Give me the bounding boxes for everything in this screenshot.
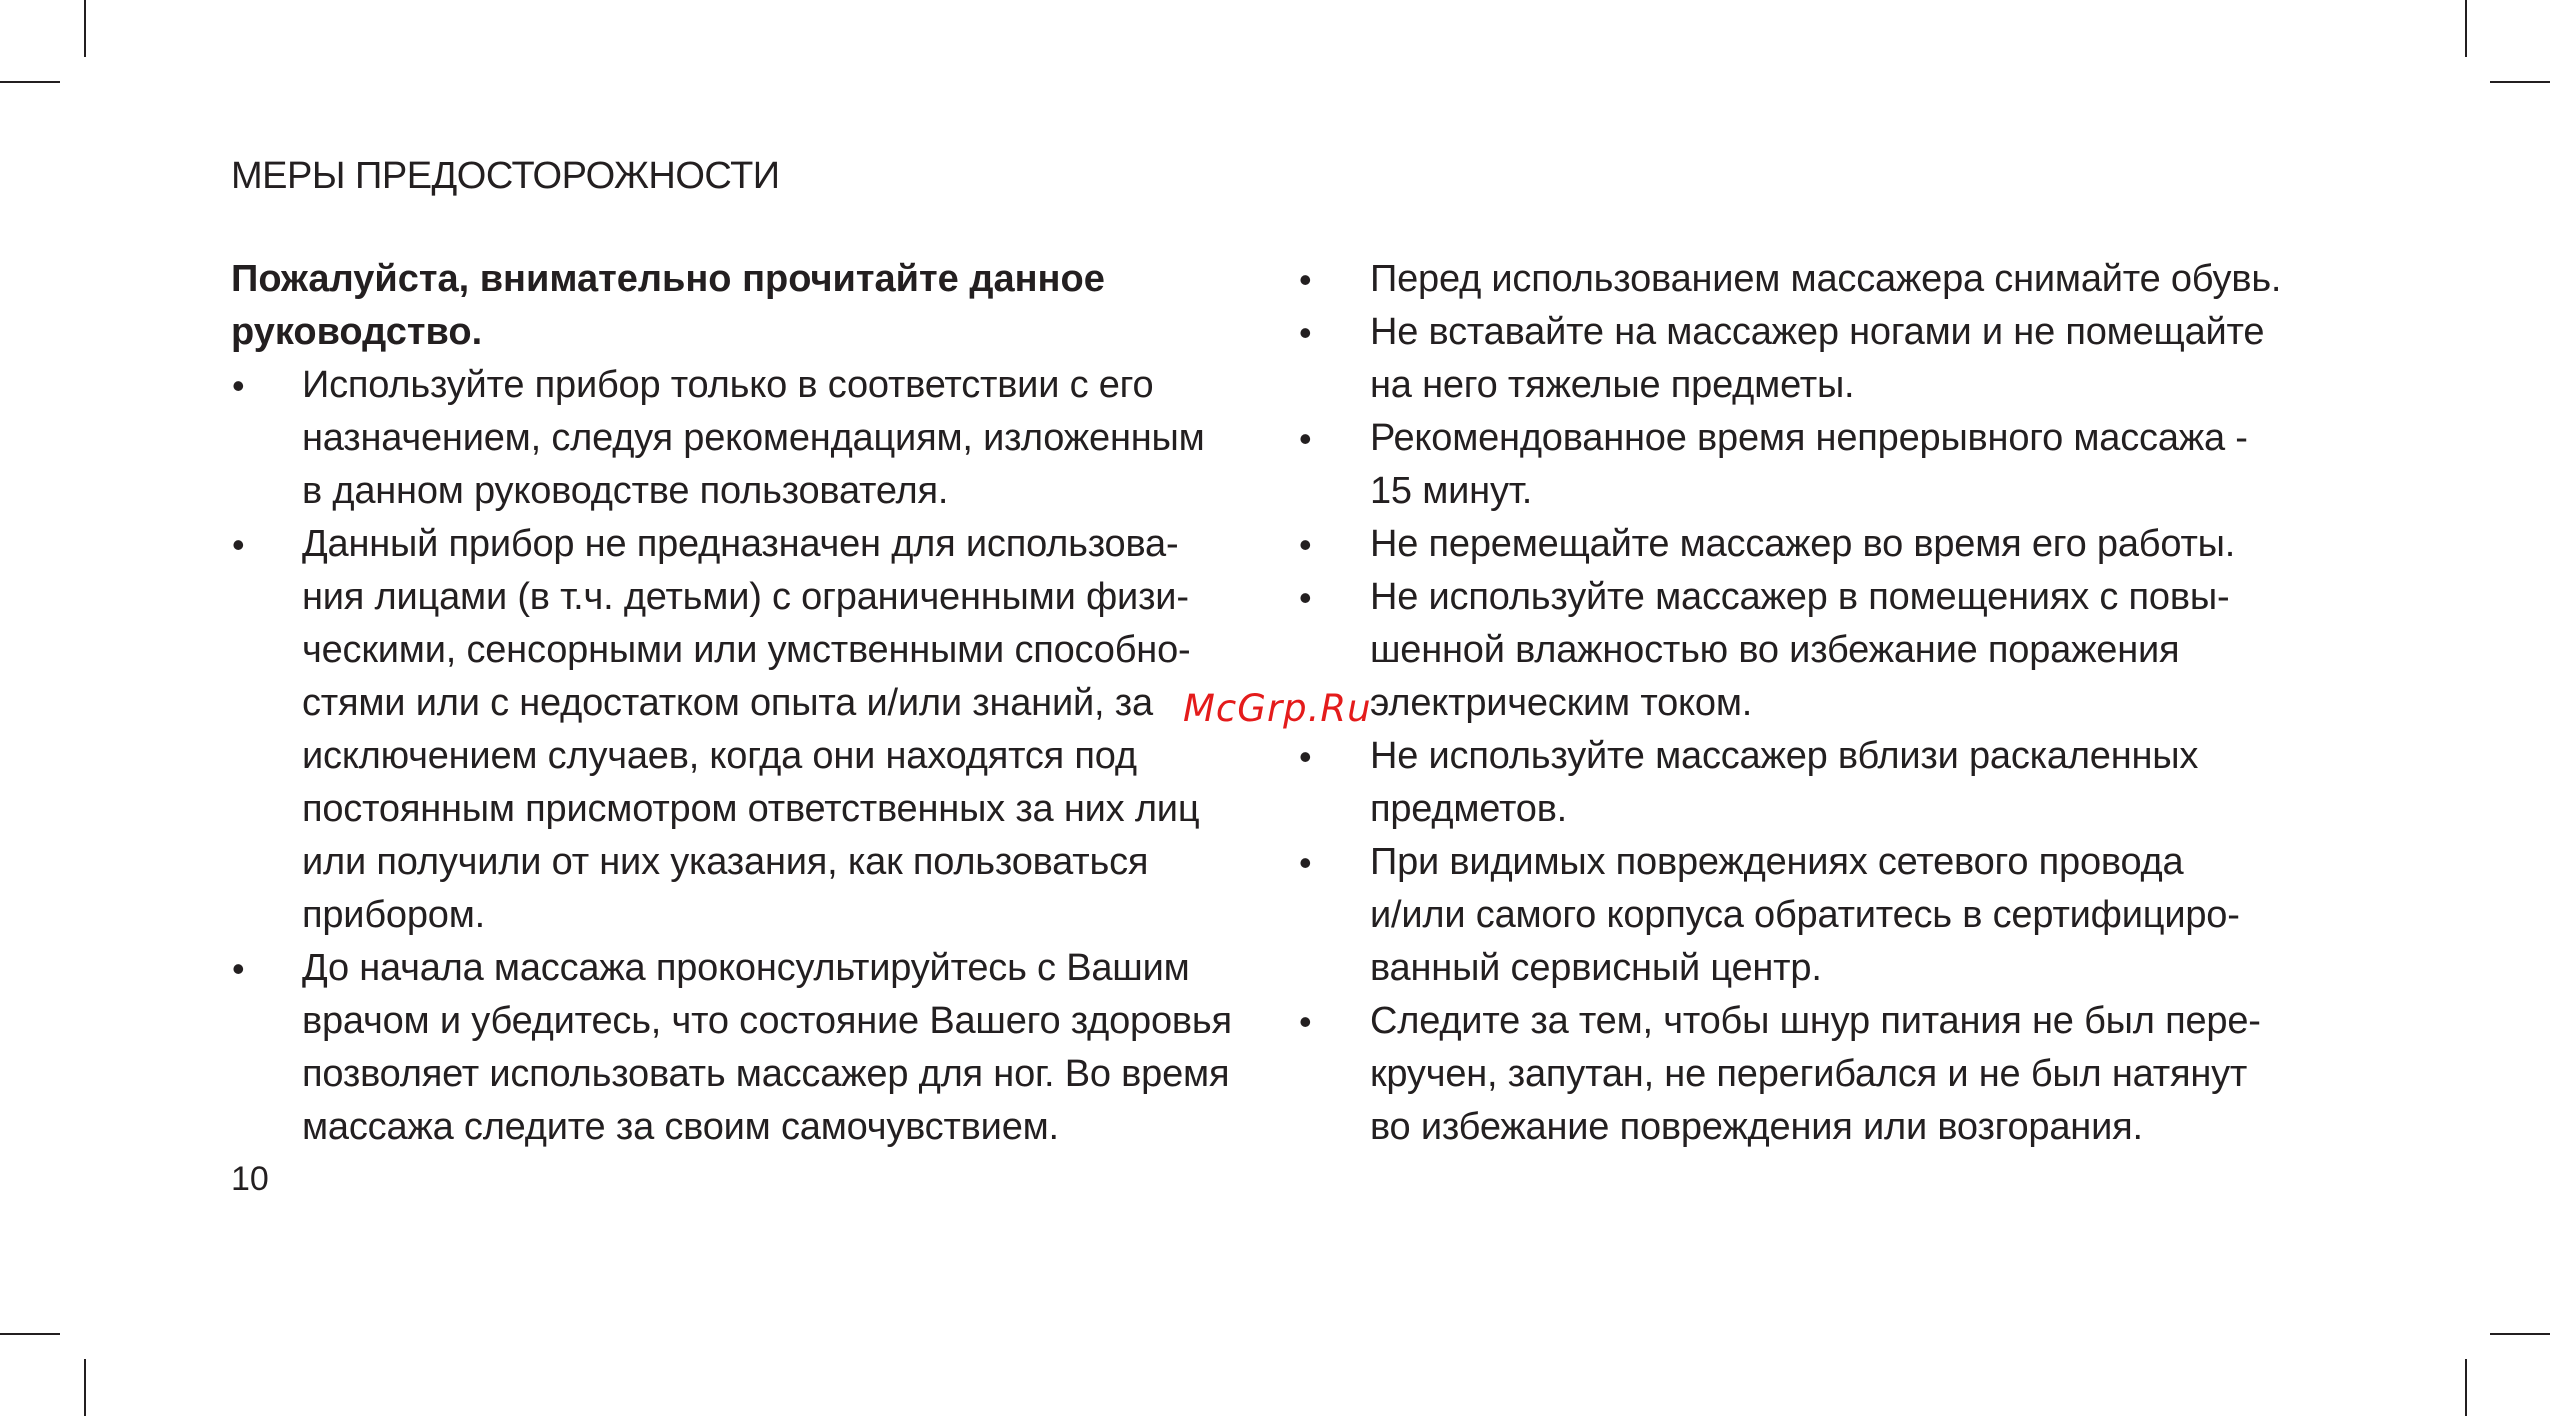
bullet-marker: • [1299, 577, 1312, 618]
list-item-line: Не используйте массажер в помещениях с повы- [1370, 576, 2230, 618]
intro-heading [231, 253, 1231, 359]
bullet-marker: • [1299, 842, 1312, 883]
list-item-line: в данном руководстве пользователя. [302, 470, 949, 512]
intro-line: Пожалуйста, внимательно прочитайте данное [231, 258, 1105, 300]
list-item-line: При видимых повреждениях сетевого провода [1370, 841, 2184, 883]
list-item-line: Рекомендованное время непрерывного массажа - [1370, 417, 2248, 459]
section-title: МЕРЫ ПРЕДОСТОРОЖНОСТИ [231, 155, 780, 197]
list-item-line: позволяет использовать массажер для ног. Во время [302, 1053, 1230, 1095]
list-item-line: во избежание повреждения или возгорания. [1370, 1106, 2143, 1148]
watermark: McGrp.Ru [1183, 687, 1372, 730]
crop-mark-bottom-left-vertical [84, 1359, 86, 1416]
bullet-marker: • [1299, 736, 1312, 777]
list-item-line: исключением случаев, когда они находятся под [302, 735, 1137, 777]
list-item-line: кручен, запутан, не перегибался и не был натянут [1370, 1053, 2248, 1095]
list-item-line: или получили от них указания, как пользоваться [302, 841, 1149, 883]
list-item-line: Не вставайте на массажер ногами и не помещайте [1370, 311, 2265, 353]
bullet-marker: • [1299, 312, 1312, 353]
list-item-line: прибором. [302, 894, 485, 936]
bullet-marker: • [1299, 1001, 1312, 1042]
list-item-line: электрическим током. [1370, 682, 1753, 724]
list-item-line: Перед использованием массажера снимайте обувь. [1370, 258, 2282, 300]
crop-mark-bottom-left-horizontal [0, 1333, 60, 1335]
bullet-marker: • [232, 948, 245, 989]
list-item-line: ванный сервисный центр. [1370, 947, 1822, 989]
list-item-line: назначением, следуя рекомендациям, изложенным [302, 417, 1205, 459]
crop-mark-bottom-right-horizontal [2490, 1333, 2550, 1335]
list-item-line: Используйте прибор только в соответствии с его [302, 364, 1154, 406]
list-item-line: на него тяжелые предметы. [1370, 364, 1855, 406]
list-item-line: Данный прибор не предназначен для использова- [302, 523, 1179, 565]
page-number: 10 [231, 1160, 269, 1198]
bullet-marker: • [1299, 259, 1312, 300]
list-item-line: 15 минут. [1370, 470, 1533, 512]
bullet-marker: • [1299, 524, 1312, 565]
list-item-line: предметов. [1370, 788, 1568, 830]
bullet-marker: • [232, 524, 245, 565]
bullet-marker: • [232, 365, 245, 406]
crop-mark-top-left-horizontal [0, 81, 60, 83]
list-item-line: массажа следите за своим самочувствием. [302, 1106, 1059, 1148]
list-item-line: Следите за тем, чтобы шнур питания не был пере- [1370, 1000, 2261, 1042]
bullet-marker: • [1299, 418, 1312, 459]
list-item-line: ческими, сенсорными или умственными способно- [302, 629, 1191, 671]
crop-mark-top-left-vertical [84, 0, 86, 57]
list-item-line: постоянным присмотром ответственных за них лиц [302, 788, 1200, 830]
list-item-line: Не используйте массажер вблизи раскаленных [1370, 735, 2199, 777]
list-item-line: ния лицами (в т.ч. детьми) с ограниченными физи- [302, 576, 1189, 618]
list-item-line: шенной влажностью во избежание поражения [1370, 629, 2180, 671]
list-item-line: Не перемещайте массажер во время его работы. [1370, 523, 2236, 565]
list-item-line: врачом и убедитесь, что состояние Вашего здоровья [302, 1000, 1232, 1042]
crop-mark-bottom-right-vertical [2465, 1359, 2467, 1416]
list-item-line: До начала массажа проконсультируйтесь с Вашим [302, 947, 1190, 989]
list-item-line: стями или с недостатком опыта и/или знаний, за [302, 682, 1153, 724]
list-item-line: и/или самого корпуса обратитесь в сертифициро- [1370, 894, 2240, 936]
crop-mark-top-right-vertical [2465, 0, 2467, 57]
intro-line: руководство. [231, 311, 483, 353]
crop-mark-top-right-horizontal [2490, 81, 2550, 83]
